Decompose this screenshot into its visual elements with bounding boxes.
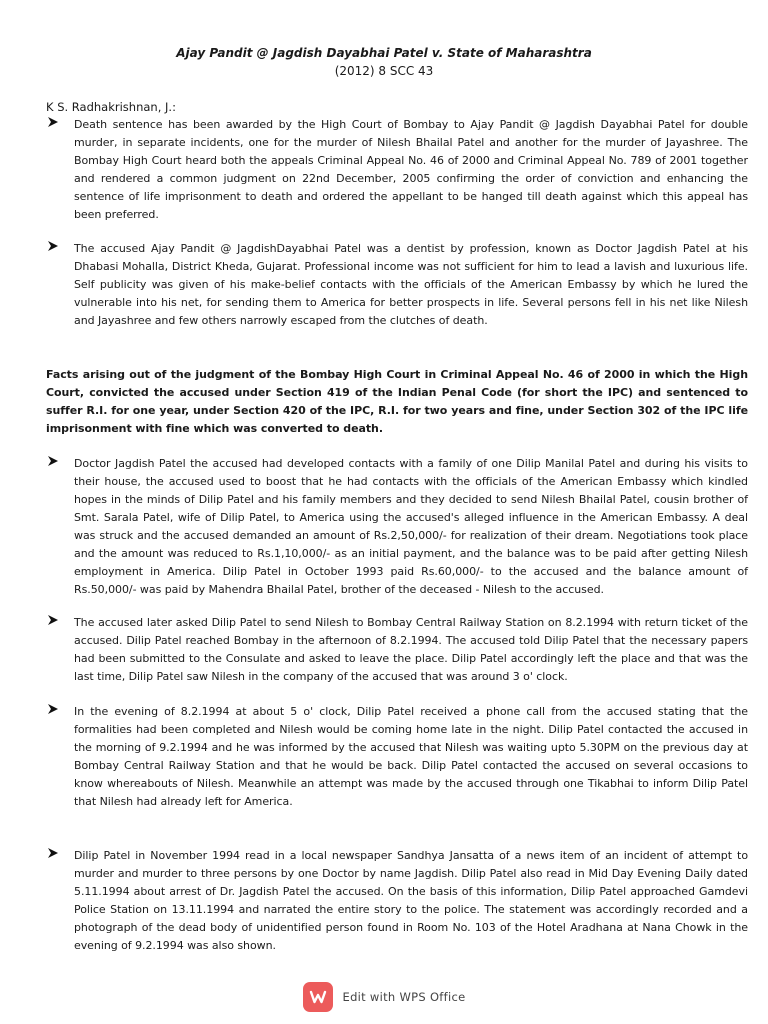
case-title: Ajay Pandit @ Jagdish Dayabhai Patel v. State of Maharashtra <box>176 46 592 60</box>
wps-edit-banner[interactable] <box>0 982 768 1012</box>
arrow-bullet-icon <box>47 703 59 715</box>
judge-name: K S. Radhakrishnan, J.: <box>46 100 176 114</box>
paragraph-death-sentence: Death sentence has been awarded by the High Court of Bombay to Ajay Pandit @ Jagdish Dayabhai Patel for double murder, in separate incidents, one for the murder of Nilesh Bhailal Patel and another for the murder of Jayashree. The Bombay High Court heard both the appeals Criminal Appeal No. 46 of 2000 and Criminal Appeal No. 789 of 2001 together and rendered a common judgment on 22nd December, 2005 confirming the order of conviction and enhancing the sentence of life imprisonment to death and ordered the appellant to be hanged till death against which this appeal has been preferred. <box>74 118 748 221</box>
arrow-bullet-icon <box>47 455 59 467</box>
arrow-bullet-icon <box>47 116 59 128</box>
paragraph-newspaper: Dilip Patel in November 1994 read in a local newspaper Sandhya Jansatta of a news item of an incident of attempt to murder and murder to three persons by one Doctor by name Jagdish. Dilip Patel also read in Mid Day Evening Daily dated 5.11.1994 about arrest of Dr. Jagdish Patel the accused. On the basis of this information, Dilip Patel approached Gamdevi Police Station on 13.11.1994 and narrated the entire story to the police. The statement was accordingly recorded and a photograph of the dead body of unidentified person found in Room No. 103 of the Hotel Aradhana at Nana Chowk in the evening of 9.2.1994 was also shown. <box>74 849 748 952</box>
arrow-bullet-icon <box>47 847 59 859</box>
paragraph-accused-background: The accused Ajay Pandit @ JagdishDayabhai Patel was a dentist by profession, known as Doctor Jagdish Patel at his Dhabasi Mohalla, District Kheda, Gujarat. Professional income was not sufficient for him to lead a lavish and luxurious life. Self publicity was given of his make-belief contacts with the officials of the American Embassy by which he lured the vulnerable into his net, for sending them to America for better prospects in life. Several persons fell in his net like Nilesh and Jayashree and few others narrowly escaped from the clutches of death. <box>74 242 748 327</box>
paragraph-contacts: Doctor Jagdish Patel the accused had developed contacts with a family of one Dilip Manilal Patel and during his visits to their house, the accused used to boost that he had contacts with the officials of the American Embassy which kindled hopes in the minds of Dilip Patel and his family members and they decided to send Nilesh Bhailal Patel, cousin brother of Smt. Sarala Patel, wife of Dilip Patel, to America using the accused's alleged influence in the American Embassy. A deal was struck and the accused demanded an amount of Rs.2,50,000/- for realization of their dream. Negotiations took place and the amount was reduced to Rs.1,10,000/- as an initial payment, and the balance was to be paid after getting Nilesh employment in America. Dilip Patel in October 1993 paid Rs.60,000/- to the accused and the balance amount of Rs.50,000/- was paid by Mahendra Bhailal Patel, brother of the deceased - Nilesh to the accused. <box>74 457 748 596</box>
case-citation: (2012) 8 SCC 43 <box>334 64 434 78</box>
wps-edit-label: Edit with WPS Office <box>342 990 466 1004</box>
paragraph-facts-heading: Facts arising out of the judgment of the Bombay High Court in Criminal Appeal No. 46 of 2000 in which the High Court, convicted the accused under Section 419 of the Indian Penal Code (for short the IPC) and sentenced to suffer R.I. for one year, under Section 420 of the IPC, R.I. for two years and fine, under Section 302 of the IPC life imprisonment with fine which was converted to death. <box>46 368 748 435</box>
paragraph-railway-station: The accused later asked Dilip Patel to send Nilesh to Bombay Central Railway Station on 8.2.1994 with return ticket of the accused. Dilip Patel reached Bombay in the afternoon of 8.2.1994. The accused told Dilip Patel that the necessary papers had been submitted to the Consulate and asked to leave the place. Dilip Patel accordingly left the place and that was the last time, Dilip Patel saw Nilesh in the company of the accused that was around 3 o' clock. <box>74 616 748 683</box>
arrow-bullet-icon <box>47 240 59 252</box>
wps-office-logo-icon <box>303 982 333 1012</box>
paragraph-phone-call: In the evening of 8.2.1994 at about 5 o' clock, Dilip Patel received a phone call from the accused stating that the formalities had been completed and Nilesh would be coming home late in the night. Dilip Patel contacted the accused in the morning of 9.2.1994 and he was informed by the accused that Nilesh was waiting upto 5.30PM on the previous day at Bombay Central Railway Station and that he would be back. Dilip Patel contacted the accused on several occasions to know whereabouts of Nilesh. Meanwhile an attempt was made by the accused through one Tikabhai to inform Dilip Patel that Nilesh had already left for America. <box>74 705 748 808</box>
arrow-bullet-icon <box>47 614 59 626</box>
